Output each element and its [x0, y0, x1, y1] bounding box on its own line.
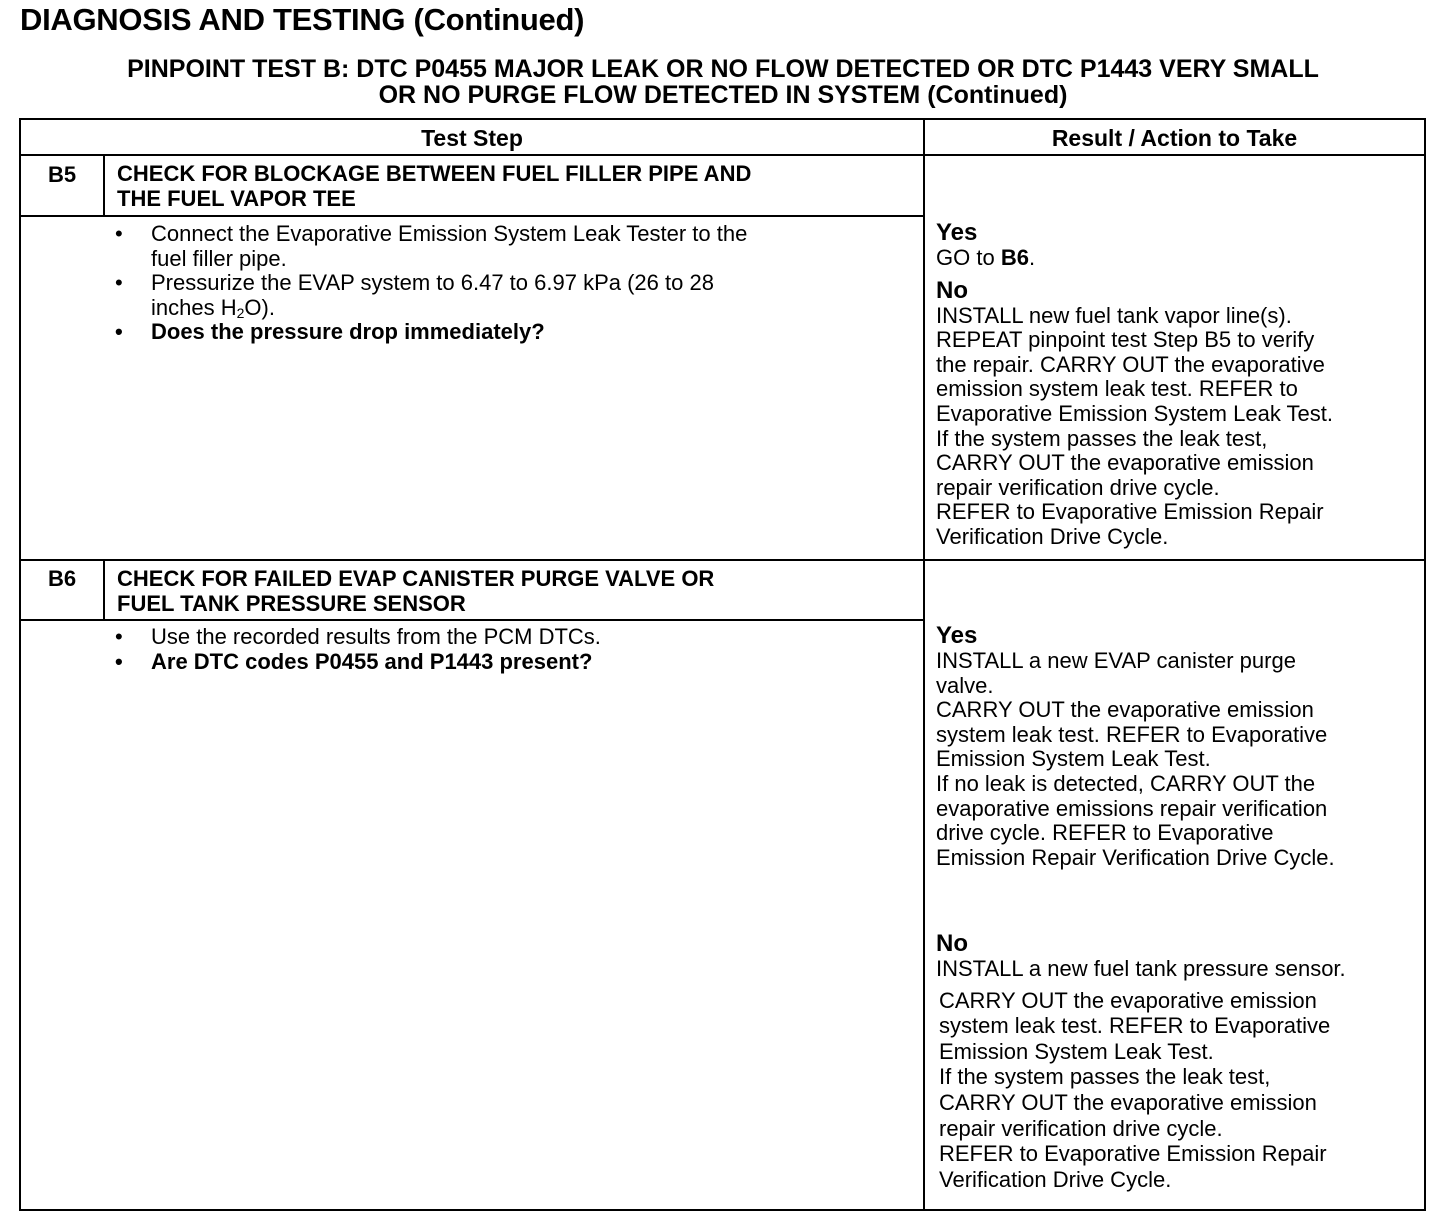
b6-heading-line-2: FUEL TANK PRESSURE SENSOR: [117, 591, 466, 616]
b6-result-no: [936, 931, 1422, 1192]
b5-id-divider: [103, 154, 105, 216]
b6-no-line: Verification Drive Cycle.: [939, 1166, 1172, 1192]
b5-step-id: B5: [47, 162, 77, 187]
b6-instructions: [115, 625, 915, 674]
b5-no-line: repair verification drive cycle.: [936, 474, 1220, 500]
b6-step-id: B6: [47, 566, 77, 591]
header-test-step: Test Step: [421, 125, 523, 151]
b5-yes-text: GO to: [936, 245, 995, 270]
b5-instruction-2-line-2a: inches H: [151, 294, 237, 320]
b6-id-divider: [103, 559, 105, 621]
b6-yes-line: INSTALL a new EVAP canister purge: [936, 648, 1296, 673]
b5-yes-action: [936, 246, 1422, 271]
b5-no-line: REPEAT pinpoint test Step B5 to verify: [936, 327, 1315, 353]
b5-yes-period: .: [1028, 245, 1036, 270]
b5-no-line: the repair. CARRY OUT the evaporative: [936, 351, 1325, 377]
b6-question: • Are DTC codes P0455 and P1443 present?: [115, 650, 915, 675]
b5-b6-divider: [21, 559, 1424, 561]
b5-no-line: Verification Drive Cycle.: [936, 523, 1169, 549]
b5-no-line: Evaporative Emission System Leak Test.: [936, 400, 1333, 426]
b5-heading-divider: [21, 215, 923, 217]
b5-instruction-2: [115, 271, 915, 320]
b6-heading-line-1: CHECK FOR FAILED EVAP CANISTER PURGE VALVE OR: [117, 566, 715, 591]
b6-no-line: repair verification drive cycle.: [939, 1115, 1223, 1141]
test-title-line-1: PINPOINT TEST B: DTC P0455 MAJOR LEAK OR NO FLOW DETECTED OR DTC P1443 VERY SMALL: [127, 55, 1319, 83]
b6-no-label: No: [936, 930, 968, 957]
b6-no-line: REFER to Evaporative Emission Repair: [939, 1141, 1327, 1167]
b5-yes-target: B6: [1000, 245, 1029, 270]
b6-yes-line: drive cycle. REFER to Evaporative: [936, 820, 1274, 846]
b6-yes-line: Emission Repair Verification Drive Cycle.: [936, 844, 1335, 870]
b6-no-line: CARRY OUT the evaporative emission: [939, 987, 1317, 1013]
b5-question: • Does the pressure drop immediately?: [115, 320, 915, 345]
b5-no-line: REFER to Evaporative Emission Repair: [936, 499, 1324, 525]
b6-heading-divider: [21, 619, 923, 621]
b5-instruction-1-line-1: Connect the Evaporative Emission System Leak Tester to the: [151, 221, 748, 246]
b6-yes-label: Yes: [936, 622, 978, 649]
b5-instruction-1-line-2: fuel filler pipe.: [151, 245, 287, 271]
b5-instruction-2-line-2b: O).: [244, 294, 275, 320]
b5-result: [936, 220, 1422, 550]
b6-no-line: If the system passes the leak test,: [939, 1064, 1271, 1090]
b6-yes-line: CARRY OUT the evaporative emission: [936, 697, 1314, 723]
b5-heading-line-1: CHECK FOR BLOCKAGE BETWEEN FUEL FILLER PIPE AND: [117, 161, 752, 186]
pinpoint-test-table: [19, 118, 1426, 1211]
b6-no-line: system leak test. REFER to Evaporative: [939, 1013, 1331, 1039]
b5-no-label: No: [936, 276, 968, 304]
b5-no-line: CARRY OUT the evaporative emission: [936, 450, 1314, 476]
b6-yes-line: system leak test. REFER to Evaporative: [936, 721, 1328, 747]
subscript-two: 2: [236, 304, 245, 321]
b5-no-line: If the system passes the leak test,: [936, 425, 1268, 451]
b6-step-heading: [117, 566, 714, 616]
b6-instruction-1: • Use the recorded results from the PCM DTCs.: [115, 625, 915, 650]
b6-yes-line: evaporative emissions repair verification: [936, 795, 1328, 821]
b5-instruction-1: [115, 222, 915, 271]
b6-no-line-1: INSTALL a new fuel tank pressure sensor.: [936, 956, 1346, 981]
b5-instructions: [115, 222, 915, 345]
page-title: DIAGNOSIS AND TESTING (Continued): [20, 2, 585, 37]
b6-no-line: Emission System Leak Test.: [939, 1038, 1214, 1064]
header-result-action: Result / Action to Take: [1051, 125, 1298, 151]
b5-instruction-2-line-1: Pressurize the EVAP system to 6.47 to 6.97 kPa (26 to 28: [151, 270, 714, 295]
b6-result-yes: [936, 623, 1422, 870]
column-divider: [923, 120, 925, 1209]
b6-no-line: CARRY OUT the evaporative emission: [939, 1089, 1317, 1115]
b6-yes-line: Emission System Leak Test.: [936, 746, 1211, 772]
b5-no-line: emission system leak test. REFER to: [936, 376, 1298, 402]
b6-yes-line: valve.: [936, 672, 994, 698]
b6-yes-line: If no leak is detected, CARRY OUT the: [936, 770, 1316, 796]
b5-no-action: [936, 304, 1422, 550]
test-title-line-2: OR NO PURGE FLOW DETECTED IN SYSTEM (Continued): [378, 81, 1068, 109]
b5-no-line: INSTALL new fuel tank vapor line(s).: [936, 302, 1292, 328]
pinpoint-test-title: [20, 56, 1426, 108]
b5-heading-line-2: THE FUEL VAPOR TEE: [117, 186, 356, 211]
b5-yes-label: Yes: [936, 219, 978, 246]
b5-step-heading: [117, 161, 751, 211]
b6-no-action: [936, 988, 1422, 1193]
